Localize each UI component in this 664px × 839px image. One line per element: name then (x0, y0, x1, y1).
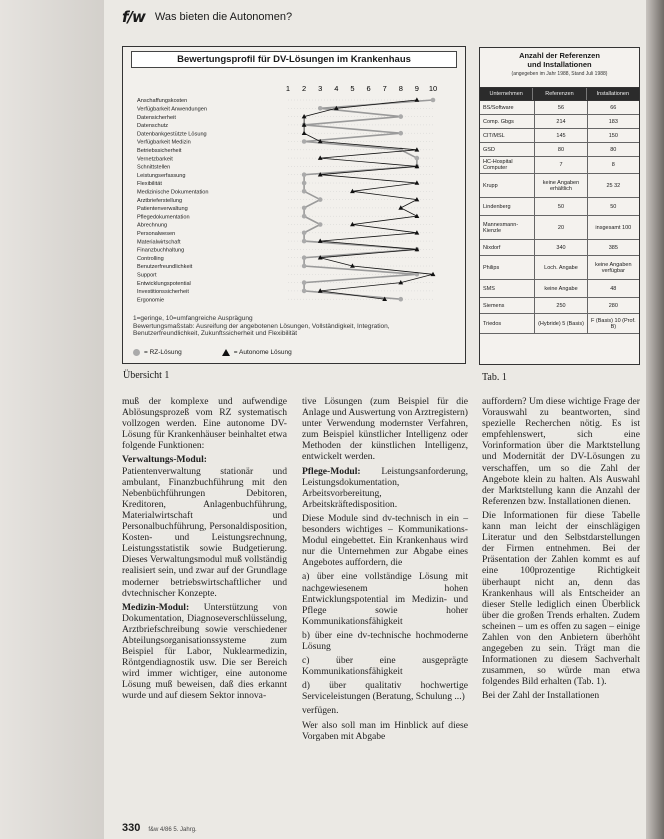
scale-tick-label: 3 (318, 84, 323, 93)
paragraph: c) über eine ausgeprägte Kommunikationsfähigkeit (302, 655, 468, 678)
category-label: Pflegedokumentation (137, 214, 190, 221)
table-cell: Loch. Angabe (535, 256, 587, 279)
scale-tick-label: 9 (414, 84, 419, 93)
magazine-logo: f/w (122, 8, 145, 26)
paragraph-lead: Pflege-Modul: (302, 465, 361, 477)
rz-point (318, 197, 323, 202)
paragraph: d) über qualitativ hochwertige Serviceleistungen (Beratung, Schulung ...) (302, 680, 468, 703)
category-label: Finanzbuchhaltung (137, 247, 185, 254)
category-label: Patientenverwaltung (137, 206, 188, 213)
rz-point (398, 297, 403, 302)
chart-legend (133, 345, 457, 359)
category-label: Leistungserfassung (137, 172, 186, 179)
rz-point (318, 222, 323, 227)
table-cell: 7 (535, 157, 587, 173)
table-cell: Lindenberg (480, 198, 535, 215)
table-cell: Krupp (480, 174, 535, 197)
table-row (480, 101, 639, 115)
section-title: Was bieten die Autonomen? (154, 11, 293, 23)
rz-point (318, 106, 323, 111)
col-header-company: Unternehmen (480, 88, 533, 100)
legend-auto (222, 349, 292, 356)
paragraph: Diese Module sind dv-technisch in ein – besonders wichtiges – Kommunikations-Modul eingebettet. Ein Krankenhaus wird nur die Unternehmen zur Abgabe eines Angebotes auffordern, die (302, 512, 468, 569)
table-cell: keine Angaben verfügbar (595, 261, 632, 274)
category-label: Entwicklungspotential (137, 280, 191, 287)
rz-point (302, 289, 307, 294)
category-label: Datenbankgestützte Lösung (137, 131, 207, 138)
table-cell: 8 (611, 162, 615, 168)
paragraph: a) über eine vollständige Lösung mit nachgewiesenem hohen Entwicklungspotential im Medizin- und Pflege sowie hoher Kommunikationsfähigkeit (302, 571, 468, 627)
autonomous-point (414, 97, 419, 101)
chart-note-scale: 1=geringe, 10=umfangreiche Ausprägung (133, 315, 253, 322)
text-column-1 (122, 396, 287, 705)
rz-point (302, 239, 307, 244)
chart-note-criteria: Bewertungsmaßstab: Ausreifung der angebotenen Lösungen, Vollständigkeit, Integration, Benutzerfreundlichkeit, Zukunftssicherheit und Flexibilität (133, 323, 390, 337)
chart-title: Bewertungsprofil für DV-Lösungen im Krankenhaus (131, 51, 457, 68)
table-cell: 80 (535, 143, 587, 156)
table-row (480, 129, 639, 143)
table-cell: 66 (610, 104, 617, 111)
table-row (480, 198, 639, 216)
paragraph: muß der komplexe und aufwendige Ablösungsprozeß vom RZ systematisch vollzogen werden. Eine autonome DV-Lösung für Krankenhäuser beinhaltet etwa folgende Funktionen: (122, 396, 287, 452)
page-header (122, 8, 622, 26)
table-header (480, 48, 639, 88)
page-footer (122, 822, 197, 834)
table-cell: 50 (535, 198, 587, 215)
paragraph: auffordern? Um diese wichtige Frage der Vorauswahl zu beantworten, sind spezielle Recherchen nötig. Es ist empfehlenswert, sich eine Vorinformation über die Marktstellung und Modernität der DV-Lösungen zu verschaffen, um so die Zahl der Angebote klein zu halten. Als Auswahl der Marktstellung kann die Anzahl der Referenzen bzw. Installationen dienen. (482, 396, 640, 507)
category-label: Arztbrieferstellung (137, 197, 183, 204)
paragraph: tive Lösungen (zum Beispiel für die Anlage und Auswertung von Arztregistern) unter Verwendung modernster Verfahren, zum Beispiel künstlicher Intelligenz oder Methoden der künstlichen Intelligenz, entwickelt werden. (302, 396, 468, 463)
evaluation-profile-chart (122, 46, 466, 364)
table-subtitle: (angegeben im Jahr 1988, Stand Juli 1988) (511, 71, 608, 77)
category-label: Controlling (137, 255, 164, 262)
table-cell: Philips (480, 256, 535, 279)
rz-point (302, 214, 307, 219)
table-title-1: Anzahl der Referenzen (519, 51, 600, 60)
table-cell: Mannesmann-Kienzle (480, 216, 535, 239)
category-label: Personalwesen (137, 231, 176, 237)
scale-tick-label: 7 (382, 84, 387, 93)
category-label: Flexibilität (137, 181, 162, 188)
rz-point (302, 189, 307, 194)
triangle-icon (222, 349, 230, 356)
category-label: Datenschutz (137, 123, 169, 130)
page-left-margin (0, 0, 104, 839)
table-row (480, 157, 639, 174)
paragraph: Wer also soll man im Hinblick auf diese Vorgaben mit Abgabe (302, 719, 468, 742)
table-cell: Nixdorf (480, 240, 535, 255)
table-row (480, 216, 639, 240)
category-label: Support (137, 272, 157, 279)
legend-rz (133, 349, 182, 356)
table-cell: Comp. Gbgs (480, 115, 535, 128)
table-row (480, 174, 639, 198)
category-label: Verfügbarkeit Medizin (137, 139, 191, 146)
table-cell: Siemens (480, 298, 535, 313)
col-header-installations: Installationen (596, 91, 630, 97)
table-cell: CIT/MSL (480, 129, 535, 142)
scale-tick-label: 6 (366, 84, 371, 93)
page-number: 330 (122, 822, 141, 834)
rz-point (302, 255, 307, 260)
paragraph: b) über eine dv-technische hochmoderne Lösung (302, 629, 468, 652)
paragraph: Verwaltungs-Modul: Patientenverwaltung stationär und ambulant, Finanzbuchführung mit den Nebenbüchführungen Debitoren, Kreditoren, Anlagenbuchführung, Materialwirtschaft und Personalbuchführung, Personaldisposition, Kosten- und Leistungsrechnung, Leistungsstatistik sowie Budgetierung. Dieses Verwaltungsmodul muß vollständig realisiert sein, und zwar auf der Grundlage moderner betriebswirtschaftlicher und dvtechnischer Konzepte. (122, 454, 287, 599)
category-label: Abrechnung (137, 222, 168, 229)
table-cell: 183 (608, 118, 618, 125)
legend-rz-label: = RZ-Lösung (144, 348, 182, 356)
table-cell: 150 (608, 132, 618, 139)
category-label: Verfügbarkeit Anwendungen (137, 106, 207, 113)
paragraph-lead: Verwaltungs-Modul: (122, 454, 207, 466)
scale-tick-label: 8 (398, 84, 403, 93)
table-title-2: und Installationen (527, 60, 592, 69)
col-header-references: Referenzen (533, 88, 586, 100)
table-cell: 385 (608, 244, 618, 251)
rz-point (398, 131, 403, 136)
table-row (480, 143, 639, 157)
table-cell: keine Angaben erhältlich (535, 174, 587, 197)
scale-tick-label: 4 (334, 84, 339, 93)
scale-tick-label: 2 (302, 84, 307, 93)
category-label: Materialwirtschaft (137, 239, 181, 246)
scale-tick-label: 10 (428, 84, 438, 93)
category-label: Betriebssicherheit (137, 148, 182, 154)
table-cell: insgesamt 100 (595, 224, 632, 231)
legend-auto-label: = Autonome Lösung (233, 348, 292, 356)
table-cell: 20 (535, 216, 587, 239)
category-label: Anschaffungskosten (137, 98, 188, 105)
table-cell: GSD (480, 143, 535, 156)
table-row (480, 314, 639, 334)
category-label: Benutzerfreundlichkeit (137, 264, 193, 271)
table-row (480, 240, 639, 256)
text-column-2 (302, 396, 468, 745)
category-label: Vernetzbarkeit (137, 156, 173, 163)
rz-point (302, 280, 307, 285)
table-body (480, 101, 639, 334)
paragraph: Medizin-Modul: Unterstützung von Dokumentation, Diagnoseverschlüsselung, Arztbriefschreibung sowie verschiedener Abteilungsorganisationssysteme zum Beispiel für Labor, Nuklearmedizin, Röntgendiagnostik usw. Die ser Bereich wird immer wichtiger, eine autonome Lösung muß beweisen, daß dies erkannt wurde und auf diesem Sektor innova- (122, 601, 287, 702)
table-cell: Triedos (480, 314, 535, 333)
paragraph: verfügen. (302, 705, 339, 717)
table-row (480, 115, 639, 129)
rz-point (302, 172, 307, 177)
paragraph-lead: Medizin-Modul: (122, 601, 190, 613)
category-label: Datensicherheit (137, 114, 176, 121)
page-binding-shadow (646, 0, 664, 839)
category-label: Investitionssicherheit (137, 289, 189, 296)
table-row (480, 280, 639, 298)
chart-caption: Übersicht 1 (123, 370, 170, 381)
autonomous-point (302, 131, 307, 135)
table-cell: 250 (535, 298, 587, 313)
table-cell: 25 32 (606, 182, 621, 189)
table-cell: HC-Hospital Computer (480, 157, 535, 173)
table-cell: 340 (535, 240, 587, 255)
series-line-0 (304, 100, 433, 299)
table-cell: 48 (610, 285, 617, 292)
scale-tick-label: 5 (350, 84, 355, 93)
table-cell: 145 (535, 129, 587, 142)
rz-point (302, 206, 307, 211)
text-column-3 (482, 396, 640, 705)
paragraph: Pflege-Modul: Leistungsanforderung, Leistungsdokumentation, Arbeitsvorbereitung, Arbeitskräftedisposition. (302, 465, 468, 510)
autonomous-point (398, 205, 403, 209)
rz-point (302, 231, 307, 236)
circle-icon (133, 349, 140, 356)
table-caption: Tab. 1 (482, 372, 507, 383)
table-cell: 56 (535, 101, 587, 114)
scale-tick-label: 1 (285, 84, 291, 93)
rz-point (302, 181, 307, 186)
category-label: Schnittstellen (137, 164, 171, 171)
table-column-headers (480, 88, 639, 101)
rz-point (398, 114, 403, 119)
table-cell: keine Angabe (535, 280, 587, 297)
rz-point (302, 264, 307, 269)
table-cell: F (Basis) 10 (Prof. B) (591, 317, 636, 330)
rz-point (431, 98, 436, 103)
footer-source: f&w 4/86 5. Jahrg. (148, 827, 197, 833)
table-row (480, 298, 639, 314)
autonomous-point (414, 214, 419, 218)
rz-point (302, 139, 307, 144)
table-cell: 50 (610, 203, 617, 210)
table-cell: 214 (535, 115, 587, 128)
table-cell: SMS (480, 280, 535, 297)
table-cell: BS/Software (480, 101, 535, 114)
table-cell: 80 (610, 146, 617, 153)
table-cell: (Hybride) 5 (Basis) (535, 314, 587, 333)
rz-point (415, 156, 420, 161)
table-cell: 280 (608, 302, 618, 309)
paragraph: Bei der Zahl der Installationen (482, 690, 600, 702)
paragraph: Die Informationen für diese Tabelle kann man leicht der einschlägigen Literatur und den Selbstdarstellungen der Firmen entnehmen. Bei der Präsentation der Zahlen kommt es auf eine 100prozentige Richtigkeit überhaupt nicht an, denn das Krankenhaus will als Entscheider an dieser Stelle lediglich einen Überblick über die großen Trends erhalten. Zudem scheinen – um es offen zu sagen – einige Zahlen von den Anbietern überhöht angegeben zu sein. Trägt man die Informationen zu diesem Sachverhalt zusammen, so würde man etwa folgendes Bild erhalten (Tab. 1). (482, 509, 640, 688)
table-row (480, 256, 639, 280)
category-label: Ergonomie (137, 297, 165, 304)
category-label: Medizinische Dokumentation (137, 189, 209, 196)
references-table (479, 47, 640, 365)
